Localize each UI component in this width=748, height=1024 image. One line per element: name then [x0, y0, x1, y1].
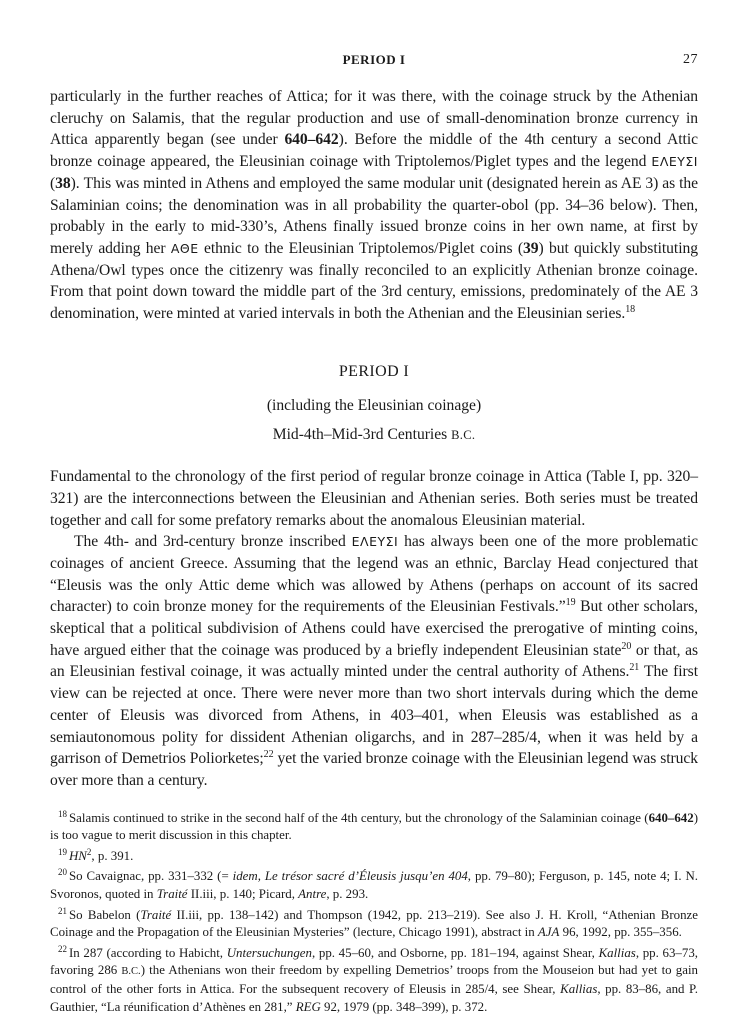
footnote-18: $^{18}$ Salamis continued to strike in the second half of the 4th century, but the chronology of the Salaminian coinage (640–642) is too vague to merit discussion in this chapter.	[50, 808, 698, 843]
footnote-marker: 22	[263, 749, 274, 761]
greek-legend: ΕΛΕΥΣΙ	[651, 154, 698, 170]
section-dates: Mid-4th–Mid-3rd Centuries B.C.	[272, 426, 476, 444]
footnote-marker: 21	[629, 662, 640, 674]
paragraph-legend: The 4th- and 3rd-century bronze inscribed ΕΛΕΥΣΙ has always been one of the more problematic coinages of ancient Greece. Assuming that the legend was an ethnic, Barclay Head conjectured that “Eleusis was the only Attic deme which was allowed by Athens (perhaps on account of its sacred character) to coin bronze money for the requirements of the Eleusinian Festivals.”$^{19}$ But other scholars, skeptical that a political subdivision of Athens could have exercised the prerogative of minting coins, have argued either that the coinage was produced by a briefly independent Eleusinian state$^{20}$ or that, as an Eleusinian festival coinage, it was actually minted under the central authority of Athens.$^{21}$ The first view can be rejected at once. There were never more than two short intervals during which the deme center of Eleusis was divorced from Athens, in 403–401, when Eleusis was established as a semiautonomous polity for dissident Athenian oligarchs, and in 287–285/4, when it was held by a garrison of Demetrios Poliorketes;$^{22}$ yet the varied bronze coinage with the Eleusinian legend was struck over more than a century.	[50, 533, 699, 789]
footnote-marker: 20	[621, 640, 632, 652]
catalogue-ref: 38	[55, 174, 71, 192]
catalogue-ref: 640–642	[284, 131, 339, 149]
footnote-marker: 19	[565, 597, 576, 609]
book-page	[50, 46, 698, 1016]
section-heading: PERIOD I	[338, 362, 410, 380]
footnote-19: $^{19}$ $HN^2$, p. 391.	[58, 846, 134, 863]
footnote-22: $^{22}$ In 287 (according to Habicht, Untersuchungen, pp. 45–60, and Osborne, pp. 181–194, against Shear, Kallias, pp. 63–73, favoring 286 B.C.) the Athenians won their freedom by expelling Demetrios’ troops from the Mouseion but had yet to gain control of the other forts in Attica. For the subsequent recovery of Eleusis in 285/4, see Shear, Kallias, pp. 83–86, and P. Gauthier, “La réunification d’Athènes en 281,” REG 92, 1979 (pp. 348–399), p. 372.	[50, 943, 699, 1014]
footnote-marker: 18	[625, 304, 636, 316]
page-number: 27	[683, 52, 698, 67]
running-head-title: PERIOD I	[342, 52, 406, 67]
catalogue-ref: 39	[522, 239, 539, 257]
footnotes	[50, 810, 698, 1017]
greek-ethnic: ΑΘΕ	[170, 240, 199, 256]
footnote-21: $^{21}$ So Babelon (Traité II.iii, pp. 138–142) and Thompson (1942, pp. 213–219). See also J. H. Kroll, “Athenian Bronze Coinage and the Propagation of the Eleusinian Mysteries” (lecture, Chicago 1991), abstract in AJA 96, 1992, pp. 355–356.	[50, 905, 699, 940]
paragraph-fundamental: Fundamental to the chronology of the first period of regular bronze coinage in Attica (Table I, pp. 320–321) are the interconnections between the Eleusinian and Athenian series. Both series must be treated together and call for some prefatory remarks about the anomalous Eleusinian material.	[50, 468, 698, 529]
paragraph-intro: particularly in the further reaches of Attica; for it was there, with the coinage struck by the Athenian cleruchy on Salamis, that the regular production and use of small-denomination bronze currency in Attica apparently began (see under 640–642). Before the middle of the 4th century a second Attic bronze coinage appeared, the Eleusinian coinage with Triptolemos/Piglet types and the legend ΕΛΕΥΣΙ (38). This was minted in Athens and employed the same modular unit (designated herein as AE 3) as the Salaminian coins; the denomination was in all probability the quarter-obol (pp. 34–36 below). Then, probably in the early to mid-330’s, Athens finally issued bronze coins in her own name, at first by merely adding her ΑΘΕ ethnic to the Eleusinian Triptolemos/Piglet coins (39) but quickly substituting Athena/Owl types once the citizenry was finally reconciled to an explicitly Athenian bronze coinage. From that point down toward the middle part of the 3rd century, emissions, predominately of the AE 3 denomination, were minted at varied intervals in both the Athenian and the Eleusinian series.$^{18}$	[50, 88, 698, 323]
running-head	[50, 46, 698, 70]
section-subtitle: (including the Eleusinian coinage)	[266, 396, 482, 414]
footnote-20: $^{20}$ So Cavaignac, pp. 331–332 (= idem, Le trésor sacré d’Éleusis jusqu’en 404, pp. 79–80); Ferguson, p. 145, note 4; I. N. Svoronos, quoted in Traité II.iii, p. 140; Picard, Antre, p. 293.	[50, 867, 699, 902]
greek-legend: ΕΛΕΥΣΙ	[351, 534, 399, 550]
